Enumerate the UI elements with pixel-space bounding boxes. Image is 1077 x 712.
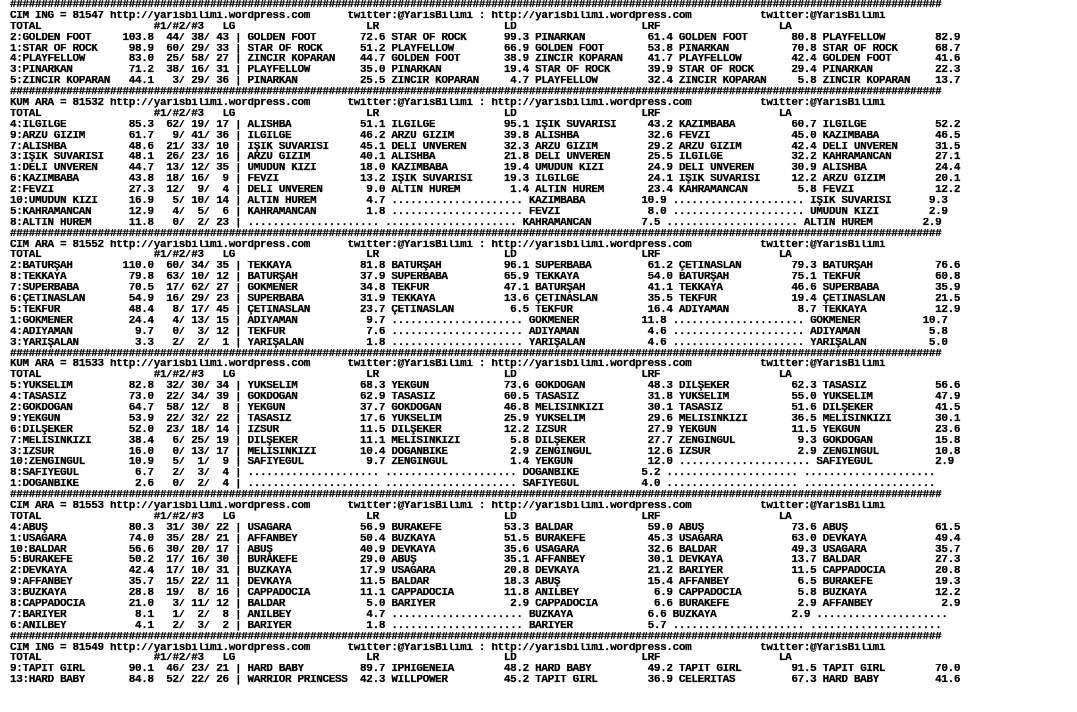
column-header-line: TOTAL #1/#2/#3 LG LR LD LRF LA: [10, 250, 792, 262]
separator-line: #####################################################################################################################################################: [10, 0, 942, 11]
horse-row-line: 4:İLGİLGE 85.3 62/ 19/ 17 | ALISHBA 51.1 İLGİLGE 95.1 IŞIK SÜVARİSİ 43.2 KAZIMBABA 60.7 İLGİLGE 52.2: [10, 119, 961, 131]
horse-row-line: 4:PLAYFELLOW 83.0 25/ 58/ 27 | ZİNCİR KOPARAN 44.7 GOLDEN FOOT 38.9 ZİNCİR KOPARAN 41.7 PLAYFELLOW 42.4 GOLDEN FOOT 41.6: [10, 54, 961, 66]
separator-line: #####################################################################################################################################################: [10, 228, 942, 240]
horse-row-line: 9:ARZU GIZIM 61.7 9/ 41/ 36 | İLGİLGE 46.2 ARZU GIZIM 39.8 ALISHBA 32.6 FEVZİ 45.0 KAZIMBABA 46.5: [10, 130, 961, 142]
horse-row-line: 9:YEKGÜN 53.9 22/ 32/ 22 | TASASIZ 17.6 YÜKSELİM 25.9 YÜKSELİM 29.6 MELİSİNKİZİ 36.5 MELİSİNKİZİ 30.1: [10, 413, 961, 425]
separator-line: #####################################################################################################################################################: [10, 87, 942, 99]
horse-row-line: 10:UMUDUN KIZI 16.9 5/ 10/ 14 | ALTIN HÜREM 4.7 ..................... KAZIMBABA 10.9 ..................... IŞIK SÜVARİSİ 9.3: [10, 196, 948, 207]
horse-row-line: 3:YARIŞALAN 3.3 2/ 2/ 1 | YARIŞALAN 1.8 ..................... YARIŞALAN 4.6 ..................... YARIŞALAN 5.0: [10, 337, 948, 349]
horse-row-line: 3:PINARKAN 71.2 38/ 16/ 31 | PLAYFELLOW 35.0 PINARKAN 19.4 STAR OF ROCK 39.9 STAR OF ROCK 29.4 PINARKAN 22.3: [10, 65, 961, 77]
horse-row-line: 6:ANILBEY 4.1 2/ 3/ 2 | BARİYER 1.8 ..................... BARİYER 5.7 ..................... .....................: [10, 620, 942, 632]
horse-row-line: 2:GÖKDOĞAN 64.7 58/ 12/ 8 | YEKGÜN 37.7 GÖKDOĞAN 46.8 MELİSİNKİZİ 30.1 TASASIZ 51.6 DİLŞEKER 41.5: [10, 402, 961, 414]
horse-row-line: 4:TASASIZ 73.0 22/ 34/ 39 | GÖKDOĞAN 62.9 TASASIZ 60.5 TASASIZ 31.8 YÜKSELİM 55.0 YÜKSELİM 47.9: [10, 392, 961, 403]
separator-line: #####################################################################################################################################################: [10, 348, 942, 360]
horse-row-line: 10:BALDAR 56.6 30/ 20/ 17 | ABUŞ 40.9 DEVKAYA 35.6 USAGARA 32.6 BALDAR 49.3 USAGARA 35.7: [10, 544, 961, 556]
horse-row-line: 6:KAZIMBABA 43.8 18/ 16/ 9 | FEVZİ 13.2 IŞIK SÜVARİSİ 19.3 İLGİLGE 24.1 IŞIK SÜVARİSİ 12.2 ARZU GIZIM 20.1: [10, 174, 961, 186]
horse-row-line: 1:STAR OF ROCK 98.9 60/ 29/ 33 | STAR OF ROCK 51.2 PLAYFELLOW 66.9 GOLDEN FOOT 53.8 PINARKAN 70.8 STAR OF ROCK 68.7: [10, 43, 961, 55]
horse-row-line: 5:BURAKEFE 50.2 17/ 16/ 30 | BURAKEFE 29.0 ABUŞ 35.1 AFFANBEY 30.1 DEVKAYA 13.7 BALDAR 27.3: [10, 555, 961, 567]
horse-row-line: 3:IŞIK SÜVARİSİ 48.1 26/ 23/ 16 | ARZU GIZIM 40.1 ALISHBA 21.8 DELİ ÜNVEREN 25.5 İLGİLGE 32.2 KAHRAMANCAN 27.1: [10, 152, 961, 164]
horse-row-line: 5:YÜKSELİM 82.8 32/ 30/ 34 | YÜKSELİM 68.3 YEKGÜN 73.6 GÖKDOĞAN 48.3 DİLŞEKER 62.3 TASASIZ 56.6: [10, 381, 961, 393]
horse-row-line: 9:AFFANBEY 35.7 15/ 22/ 11 | DEVKAYA 11.5 BALDAR 18.3 ABUŞ 15.4 AFFANBEY 6.5 BURAKEFE 19.3: [10, 577, 961, 589]
horse-row-line: 3:İZSÜR 16.0 0/ 13/ 17 | MELİSİNKİZİ 10.4 DOĞANBİKE 2.9 ZENGİNGÜL 12.6 İZSÜR 2.9 ZENGİNGÜL 10.8: [10, 446, 961, 458]
horse-row-line: 10:ZENGİNGÜL 10.9 5/ 1/ 9 | SAFİYEGÜL 9.7 ZENGİNGÜL 1.4 YEKGÜN 12.0 ..................... SAFİYEGÜL 2.9: [10, 457, 954, 469]
horse-row-line: 4:ADIYAMAN 9.7 0/ 3/ 12 | TEKFUR 7.6 ..................... ADIYAMAN 4.6 ..................... ADIYAMAN 5.8: [10, 326, 948, 338]
horse-row-line: 3:BUZKAYA 28.8 19/ 8/ 16 | CAPPADOCIA 11.1 CAPPADOCIA 11.8 ANILBEY 6.9 CAPPADOCIA 5.8 BUZKAYA 12.2: [10, 588, 961, 599]
horse-row-line: 7:BARİYER 8.1 1/ 2/ 8 | ANILBEY 4.7 ..................... BUZKAYA 6.6 BUZKAYA 2.9 .....................: [10, 609, 948, 621]
horse-row-line: 9:TAPIT GIRL 90.1 46/ 23/ 21 | HARD BABY 89.7 IPHIGENEIA 48.2 HARD BABY 49.2 TAPIT GIRL 91.5 TAPIT GIRL 70.0: [10, 664, 961, 676]
race-header-line: CIM ARA = 81552 http://yarisbilimi.wordpress.com twitter:@YarisBilimi : http://yarisbilimi.wordpress.com twitter:@YarisBilimi: [10, 239, 886, 251]
horse-row-line: 8:SAFİYEGÜL 6.7 2/ 3/ 4 | ..................... ..................... DOĞANBİKE 5.2 ..................... .....................: [10, 468, 936, 480]
horse-row-line: 6:ÇETİNASLAN 54.9 16/ 29/ 23 | SÜPERBABA 31.9 TEKKAYA 13.6 ÇETİNASLAN 35.5 TEKFUR 19.4 ÇETİNASLAN 21.5: [10, 294, 961, 305]
horse-row-line: 6:DİLŞEKER 52.0 23/ 18/ 14 | İZSÜR 11.5 DİLŞEKER 12.2 İZSÜR 27.9 YEKGÜN 11.5 YEKGÜN 23.6: [10, 424, 961, 436]
race-header-line: KUM ARA = 81533 http://yarisbilimi.wordpress.com twitter:@YarisBilimi : http://yarisbilimi.wordpress.com twitter:@YarisBilimi: [10, 359, 886, 371]
column-header-line: TOTAL #1/#2/#3 LG LR LD LRF LA: [10, 653, 792, 665]
horse-row-line: 2:DEVKAYA 42.4 17/ 10/ 31 | BUZKAYA 17.9 USAGARA 20.8 DEVKAYA 21.2 BARİYER 11.5 CAPPADOCIA 20.8: [10, 566, 961, 578]
horse-row-line: 5:KAHRAMANCAN 12.9 4/ 5/ 6 | KAHRAMANCAN 1.8 ..................... FEVZİ 8.0 ..................... UMUDUN KIZI 2.9: [10, 206, 948, 218]
horse-row-line: 4:ABUŞ 80.3 31/ 30/ 22 | USAGARA 56.9 BURAKEFE 53.3 BALDAR 59.0 ABUŞ 73.6 ABUŞ 61.5: [10, 522, 961, 534]
column-header-line: TOTAL #1/#2/#3 LG LR LD LRF LA: [10, 370, 792, 382]
column-header-line: TOTAL #1/#2/#3 LG LR LD LRF LA: [10, 21, 792, 33]
horse-row-line: 2:FEVZİ 27.3 12/ 9/ 4 | DELİ ÜNVEREN 9.0 ALTIN HÜREM 1.4 ALTIN HÜREM 23.4 KAHRAMANCAN 5.8 FEVZİ 12.2: [10, 185, 961, 197]
horse-row-line: 5:ZİNCİR KOPARAN 44.1 3/ 29/ 36 | PINARKAN 25.5 ZİNCİR KOPARAN 4.7 PLAYFELLOW 32.4 ZİNCİR KOPARAN 5.8 ZİNCİR KOPARAN 13.7: [10, 76, 961, 88]
race-header-line: CIM ING = 81549 http://yarisbilimi.wordpress.com twitter:@YarisBilimi : http://yarisbilimi.wordpress.com twitter:@YarisBilimi: [10, 642, 886, 654]
horse-row-line: 5:TEKFUR 48.4 8/ 17/ 45 | ÇETİNASLAN 23.7 ÇETİNASLAN 6.5 TEKFUR 16.4 ADIYAMAN 8.7 TEKKAYA 12.9: [10, 304, 961, 316]
column-header-line: TOTAL #1/#2/#3 LG LR LD LRF LA: [10, 511, 792, 523]
race-header-line: CIM ING = 81547 http://yarisbilimi.wordpress.com twitter:@YarisBilimi : http://yarisbilimi.wordpress.com twitter:@YarisBilimi: [10, 10, 886, 22]
column-header-line: TOTAL #1/#2/#3 LG LR LD LRF LA: [10, 108, 792, 120]
horse-row-line: 2:BATURŞAH 110.0 60/ 34/ 35 | TEKKAYA 81.8 BATURŞAH 96.1 SÜPERBABA 61.2 ÇETİNASLAN 79.3 BATURŞAH 76.6: [10, 261, 961, 273]
separator-line: #####################################################################################################################################################: [10, 490, 942, 501]
horse-row-line: 8:ALTIN HÜREM 11.8 0/ 2/ 23 | ..................... ..................... KAHRAMANCAN 7.5 ..................... ALTIN HÜREM 2.9: [10, 217, 942, 229]
horse-row-line: 1:USAGARA 74.0 35/ 28/ 21 | AFFANBEY 50.4 BUZKAYA 51.5 BURAKEFE 45.3 USAGARA 63.0 DEVKAYA 49.4: [10, 533, 961, 545]
race-header-line: KUM ARA = 81532 http://yarisbilimi.wordpress.com twitter:@YarisBilimi : http://yarisbilimi.wordpress.com twitter:@YarisBilimi: [10, 98, 886, 109]
horse-row-line: 7:ALISHBA 48.6 21/ 33/ 10 | IŞIK SÜVARİSİ 45.1 DELİ ÜNVEREN 32.3 ARZU GIZIM 29.2 ARZU GIZIM 42.4 DELİ ÜNVEREN 31.5: [10, 141, 961, 153]
horse-row-line: 7:MELİSİNKİZİ 38.4 6/ 25/ 19 | DİLŞEKER 11.1 MELİSİNKİZİ 5.8 DİLŞEKER 27.7 ZENGİNGÜL 9.3 GÖKDOĞAN 15.8: [10, 435, 961, 447]
horse-row-line: 1:DELİ ÜNVEREN 44.7 13/ 12/ 35 | UMUDUN KIZI 18.0 KAZIMBABA 19.4 UMUDUN KIZI 24.9 DELİ ÜNVEREN 30.9 ALISHBA 24.4: [10, 163, 961, 175]
horse-row-line: 7:SÜPERBABA 70.5 17/ 62/ 27 | GÖKMENER 34.8 TEKFUR 47.1 BATURŞAH 41.1 TEKKAYA 46.6 SÜPERBABA 35.9: [10, 283, 961, 295]
horse-row-line: 8:CAPPADOCIA 21.0 3/ 11/ 12 | BALDAR 5.0 BARİYER 2.9 CAPPADOCIA 6.6 BURAKEFE 2.9 AFFANBEY 2.9: [10, 598, 961, 610]
race-header-line: CIM ARA = 81553 http://yarisbilimi.wordpress.com twitter:@YarisBilimi : http://yarisbilimi.wordpress.com twitter:@YarisBilimi: [10, 500, 886, 512]
horse-row-line: 8:TEKKAYA 79.8 63/ 10/ 12 | BATURŞAH 37.9 SÜPERBABA 65.9 TEKKAYA 54.0 BATURŞAH 75.1 TEKFUR 60.8: [10, 272, 961, 284]
horse-row-line: 13:HARD BABY 84.8 52/ 22/ 26 | WARRIOR PRINCESS 42.3 WILLPOWER 45.2 TAPIT GIRL 36.9 CELERITAS 67.3 HARD BABY 41.6: [10, 675, 961, 687]
horse-row-line: 2:GOLDEN FOOT 103.8 44/ 38/ 43 | GOLDEN FOOT 72.6 STAR OF ROCK 99.3 PINARKAN 61.4 GOLDEN FOOT 80.8 PLAYFELLOW 82.9: [10, 32, 961, 44]
race-report-document: [10, 0, 1070, 686]
horse-row-line: 1:GÖKMENER 24.4 4/ 13/ 15 | ADIYAMAN 9.7 ..................... GÖKMENER 11.8 ..................... GÖKMENER 10.7: [10, 315, 948, 327]
horse-row-line: 1:DOĞANBİKE 2.6 0/ 2/ 4 | ..................... ..................... SAFİYEGÜL 4.0 ..................... .....................: [10, 479, 936, 491]
separator-line: #####################################################################################################################################################: [10, 631, 942, 643]
